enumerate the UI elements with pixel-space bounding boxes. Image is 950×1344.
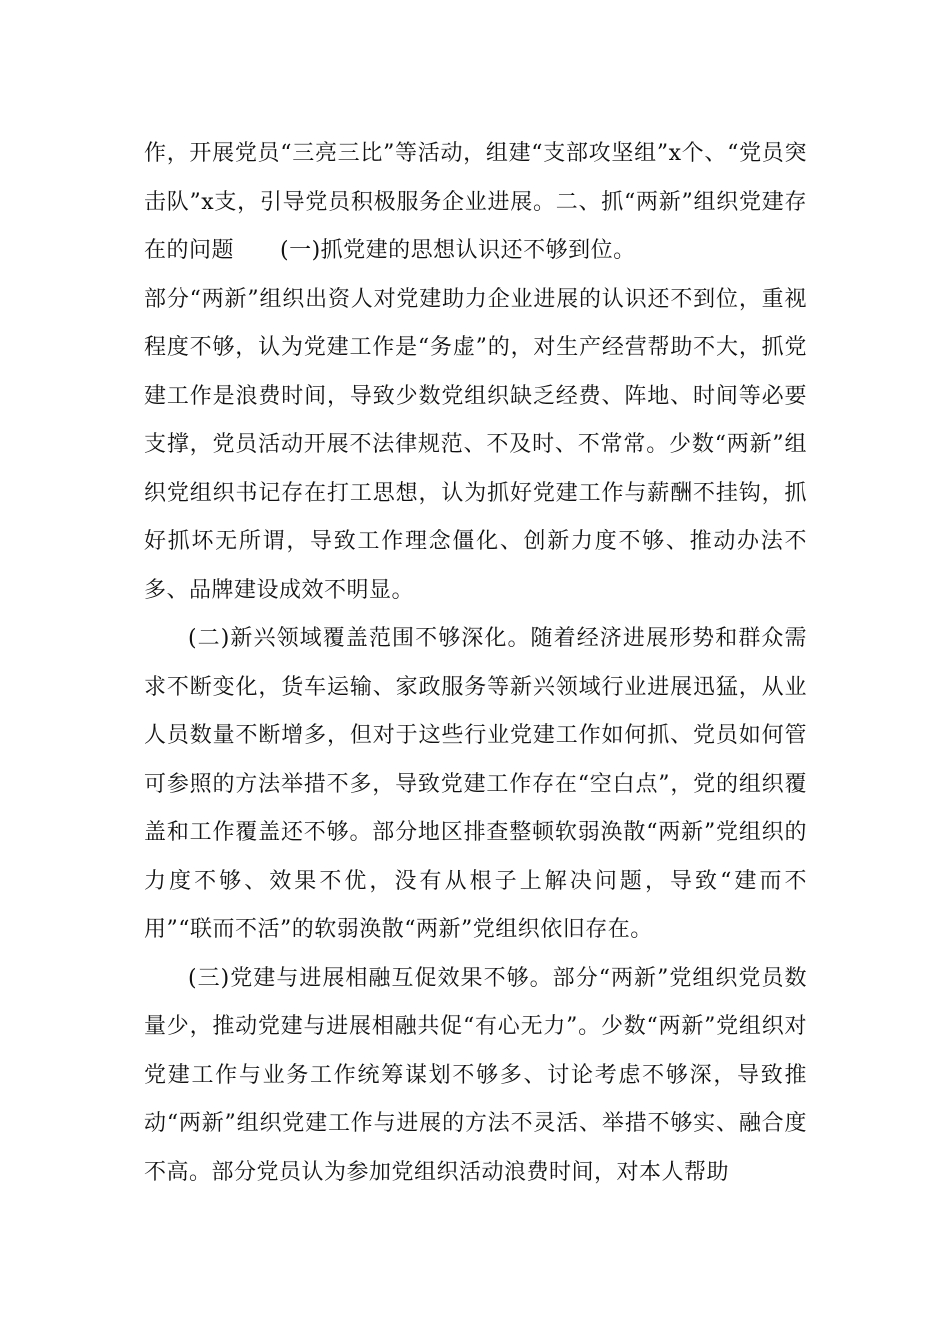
paragraph: (三)党建与进展相融互促效果不够。部分“两新”党组织党员数量少，推动党建与进展相融共促“有心无力”。少数“两新”党组织对党建工作与业务工作统筹谋划不够多、讨论考虑不够深，导致推动“两新”组织党建工作与进展的方法不灵活、举措不够实、融合度不高。部分党员认为参加党组织活动浪费时间，对本人帮助 [144, 965, 807, 1185]
document-body [144, 130, 807, 1197]
section-heading: (一)抓党建的思想认识还不够到位。 [280, 238, 636, 263]
paragraph: 部分“两新”组织出资人对党建助力企业进展的认识还不到位，重视程度不够，认为党建工作是“务虚”的，对生产经营帮助不大，抓党建工作是浪费时间，导致少数党组织缺乏经费、阵地、时间等必要支撑，党员活动开展不法律规范、不及时、不常常。少数“两新”组织党组织书记存在打工思想，认为抓好党建工作与薪酬不挂钩，抓好抓坏无所谓，导致工作理念僵化、创新力度不够、推动办法不多、品牌建设成效不明显。 [144, 286, 807, 603]
paragraph-text: 作，开展党员“三亮三比”等活动，组建“支部攻坚组”x个、“党员突击队”x支，引导党员积极服务企业进展。二、抓“两新”组织党建存在的问题 [144, 141, 807, 263]
paragraph: (二)新兴领域覆盖范围不够深化。随着经济进展形势和群众需求不断变化，货车运输、家政服务等新兴领域行业进展迅猛，从业人员数量不断增多，但对于这些行业党建工作如何抓、党员如何管可参照的方法举措不多，导致党建工作存在“空白点”，党的组织覆盖和工作覆盖还不够。部分地区排查整顿软弱涣散“两新”党组织的力度不够、效果不优，没有从根子上解决问题，导致“建而不用”“联而不活”的软弱涣散“两新”党组织依旧存在。 [144, 626, 807, 942]
paragraph-continuation [144, 130, 807, 276]
